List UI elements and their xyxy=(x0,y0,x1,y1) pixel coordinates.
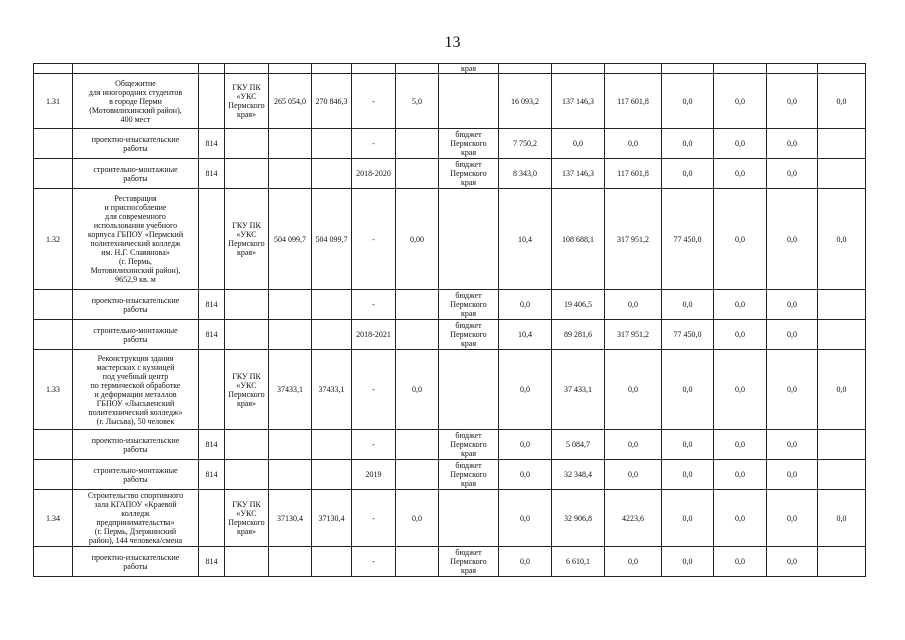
cell-v5: 0,0 xyxy=(714,490,767,547)
cell-period: - xyxy=(352,129,396,159)
cell-v6: 0,0 xyxy=(767,129,818,159)
cell-v4: 0,0 xyxy=(662,129,714,159)
cell-code: 814 xyxy=(199,129,225,159)
cell-v2: 32 906,8 xyxy=(552,490,605,547)
cell-source xyxy=(439,350,499,430)
cell-v7 xyxy=(818,159,866,189)
table-row xyxy=(34,490,866,547)
cell-source xyxy=(439,490,499,547)
cell-v4: 0,0 xyxy=(662,490,714,547)
cell-v1: 8 343,0 xyxy=(499,159,552,189)
cell-code xyxy=(199,490,225,547)
cell-name: проектно-изыскательские работы xyxy=(73,129,199,159)
cell-v4: 77 450,0 xyxy=(662,320,714,350)
cell-num xyxy=(34,320,73,350)
cell-cost2 xyxy=(312,430,352,460)
cell-cost1 xyxy=(269,430,312,460)
cell-executor xyxy=(225,159,269,189)
cell-period: 2018-2021 xyxy=(352,320,396,350)
cell-capacity xyxy=(396,159,439,189)
cell-v3: 0,0 xyxy=(605,547,662,577)
cell-v7: 0,0 xyxy=(818,490,866,547)
cell-capacity xyxy=(396,129,439,159)
cell-source: бюджет Пермского края xyxy=(439,159,499,189)
cell-executor: ГКУ ПК «УКС Пермского края» xyxy=(225,490,269,547)
cell-name: Строительство спортивного зала КГАПОУ «Краевой колледж предпринимательства» (г. Пермь, Дзержинский район), 144 человека/смена xyxy=(73,490,199,547)
cell-v5: 0,0 xyxy=(714,189,767,290)
cell-v5: 0,0 xyxy=(714,320,767,350)
cell-code: 814 xyxy=(199,159,225,189)
cell-period: - xyxy=(352,74,396,129)
cell-v4: 77 450,0 xyxy=(662,189,714,290)
table-row xyxy=(34,430,866,460)
cell-cost2 xyxy=(312,290,352,320)
cell-v5: 0,0 xyxy=(714,159,767,189)
cell-period: - xyxy=(352,189,396,290)
cell-code xyxy=(199,350,225,430)
cell-source: бюджет Пермского края xyxy=(439,430,499,460)
cell-v2: 108 688,1 xyxy=(552,189,605,290)
cell-cost1: 37433,1 xyxy=(269,350,312,430)
cell-v4: 0,0 xyxy=(662,159,714,189)
cell-v1: 16 093,2 xyxy=(499,74,552,129)
cell-executor xyxy=(225,430,269,460)
cell-v7 xyxy=(818,460,866,490)
cell-name: Общежитие для иногородних студентов в городе Перми (Мотовилихинский район), 400 мест xyxy=(73,74,199,129)
cell-num xyxy=(34,159,73,189)
cell-v4: 0,0 xyxy=(662,290,714,320)
cell-name: строительно-монтажные работы xyxy=(73,320,199,350)
budget-table xyxy=(33,63,866,577)
cell-executor xyxy=(225,547,269,577)
cell-cost2: 504 099,7 xyxy=(312,189,352,290)
cell-v5: 0,0 xyxy=(714,290,767,320)
cell-capacity xyxy=(396,290,439,320)
cell-name: проектно-изыскательские работы xyxy=(73,547,199,577)
cell-num: 1.33 xyxy=(34,350,73,430)
cell-executor xyxy=(225,320,269,350)
table-row xyxy=(34,320,866,350)
cell-v7 xyxy=(818,430,866,460)
cell-v1: 0,0 xyxy=(499,490,552,547)
cell-v2: 137 146,3 xyxy=(552,74,605,129)
cell-v2: 6 610,1 xyxy=(552,547,605,577)
cell-period: - xyxy=(352,290,396,320)
cell-v2: 0,0 xyxy=(552,129,605,159)
cell-v1: 10,4 xyxy=(499,189,552,290)
cell-v5: 0,0 xyxy=(714,430,767,460)
cell-v1: 10,4 xyxy=(499,320,552,350)
cell-v5: 0,0 xyxy=(714,460,767,490)
cell-v3: 0,0 xyxy=(605,129,662,159)
cell-name: проектно-изыскательские работы xyxy=(73,290,199,320)
cell-executor xyxy=(225,460,269,490)
cell-executor xyxy=(225,129,269,159)
table-row xyxy=(34,159,866,189)
cell-cost1: 265 054,0 xyxy=(269,74,312,129)
cell-code: 814 xyxy=(199,547,225,577)
cell-v6: 0,0 xyxy=(767,547,818,577)
cell-cost1 xyxy=(269,159,312,189)
cell-v5: 0,0 xyxy=(714,74,767,129)
table-row xyxy=(34,460,866,490)
cell-v7: 0,0 xyxy=(818,350,866,430)
cell-num xyxy=(34,129,73,159)
cell-capacity xyxy=(396,430,439,460)
cell-capacity: 5,0 xyxy=(396,74,439,129)
cell-cost2 xyxy=(312,129,352,159)
cell-capacity: 0,0 xyxy=(396,350,439,430)
cell-cost1: 504 099,7 xyxy=(269,189,312,290)
cell-cost1: 37130,4 xyxy=(269,490,312,547)
cell-v1: 0,0 xyxy=(499,290,552,320)
cell-source: бюджет Пермского края xyxy=(439,129,499,159)
cell-cost2: 37433,1 xyxy=(312,350,352,430)
cell-capacity xyxy=(396,547,439,577)
cell-v2: 37 433,1 xyxy=(552,350,605,430)
cell-v7 xyxy=(818,129,866,159)
cell-code xyxy=(199,74,225,129)
cell-capacity: 0,0 xyxy=(396,490,439,547)
cell-v6: 0,0 xyxy=(767,74,818,129)
table-row-continuation xyxy=(34,64,866,74)
cell-capacity xyxy=(396,320,439,350)
cell-code: 814 xyxy=(199,320,225,350)
cell-v2: 89 281,6 xyxy=(552,320,605,350)
cell-v7: 0,0 xyxy=(818,189,866,290)
table-row xyxy=(34,350,866,430)
cell-v3: 0,0 xyxy=(605,350,662,430)
cell-period: - xyxy=(352,430,396,460)
cell-v5: 0,0 xyxy=(714,129,767,159)
cell-v7: 0,0 xyxy=(818,74,866,129)
cell-code: 814 xyxy=(199,290,225,320)
cell-v1: 0,0 xyxy=(499,430,552,460)
cell-v3: 0,0 xyxy=(605,290,662,320)
cell-v1: 0,0 xyxy=(499,547,552,577)
cell-code xyxy=(199,189,225,290)
cell-v6: 0,0 xyxy=(767,490,818,547)
cell-v2: 32 348,4 xyxy=(552,460,605,490)
cell-v6: 0,0 xyxy=(767,460,818,490)
cell-name: Реставрация и приспособление для современного использования учебного корпуса ГБПОУ «Пермский политехнический колледж им. Н.Г. Славянова» (г. Пермь, Мотовилихинский район), 9652,9 кв. м xyxy=(73,189,199,290)
cell-v5: 0,0 xyxy=(714,350,767,430)
cell-source xyxy=(439,189,499,290)
cell-num xyxy=(34,460,73,490)
cell-v3: 117 601,8 xyxy=(605,74,662,129)
table-row xyxy=(34,189,866,290)
cell-v3: 0,0 xyxy=(605,430,662,460)
cell-v3: 117 601,8 xyxy=(605,159,662,189)
cell-cost2 xyxy=(312,320,352,350)
cell-cost1 xyxy=(269,129,312,159)
cell-v3: 0,0 xyxy=(605,460,662,490)
cell-code: 814 xyxy=(199,460,225,490)
cell-v6: 0,0 xyxy=(767,320,818,350)
cell-period: - xyxy=(352,350,396,430)
cell-cost2: 270 846,3 xyxy=(312,74,352,129)
cell-capacity: 0,00 xyxy=(396,189,439,290)
cell-v1: 0,0 xyxy=(499,460,552,490)
cell-num: 1.31 xyxy=(34,74,73,129)
cell-cost1 xyxy=(269,460,312,490)
cell-v4: 0,0 xyxy=(662,547,714,577)
cell-source: бюджет Пермского края xyxy=(439,547,499,577)
cell-cost2 xyxy=(312,460,352,490)
cell-v2: 137 146,3 xyxy=(552,159,605,189)
cell-v6: 0,0 xyxy=(767,290,818,320)
cell-v6: 0,0 xyxy=(767,350,818,430)
cell-cost1 xyxy=(269,320,312,350)
cell-num xyxy=(34,547,73,577)
cell-name: проектно-изыскательские работы xyxy=(73,430,199,460)
cell-v6: 0,0 xyxy=(767,159,818,189)
cell-v5: 0,0 xyxy=(714,547,767,577)
cell-v4: 0,0 xyxy=(662,460,714,490)
cell-v1: 0,0 xyxy=(499,350,552,430)
cell-cost2: 37130,4 xyxy=(312,490,352,547)
table-body xyxy=(34,64,866,577)
cell-period: 2019 xyxy=(352,460,396,490)
cell-capacity xyxy=(396,460,439,490)
cell-executor: ГКУ ПК «УКС Пермского края» xyxy=(225,74,269,129)
cell-period: - xyxy=(352,547,396,577)
cell-num: 1.34 xyxy=(34,490,73,547)
table-row xyxy=(34,547,866,577)
cell-v7 xyxy=(818,547,866,577)
cell-cost2 xyxy=(312,547,352,577)
cell-v7 xyxy=(818,290,866,320)
cell-v3: 317 951,2 xyxy=(605,189,662,290)
cell-num xyxy=(34,430,73,460)
cell-v2: 5 084,7 xyxy=(552,430,605,460)
cell-name: строительно-монтажные работы xyxy=(73,159,199,189)
table-row xyxy=(34,129,866,159)
cell-v3: 4223,6 xyxy=(605,490,662,547)
cell-v4: 0,0 xyxy=(662,350,714,430)
cell-executor: ГКУ ПК «УКС Пермского края» xyxy=(225,350,269,430)
cell-executor: ГКУ ПК «УКС Пермского края» xyxy=(225,189,269,290)
cell-source: бюджет Пермского края xyxy=(439,320,499,350)
cell-v6: 0,0 xyxy=(767,189,818,290)
cell-source: бюджет Пермского края xyxy=(439,460,499,490)
cell-source: края xyxy=(439,64,499,74)
cell-name: строительно-монтажные работы xyxy=(73,460,199,490)
table-row xyxy=(34,74,866,129)
cell-executor xyxy=(225,290,269,320)
cell-name: Реконструкция здания мастерских с кузницей под учебный центр по термической обработке и деформации металлов ГБПОУ «Лысьвенский политехнический колледж» (г. Лысьва), 50 человек xyxy=(73,350,199,430)
cell-cost1 xyxy=(269,290,312,320)
cell-cost2 xyxy=(312,159,352,189)
cell-cost1 xyxy=(269,547,312,577)
cell-source: бюджет Пермского края xyxy=(439,290,499,320)
cell-v7 xyxy=(818,320,866,350)
cell-period: 2018-2020 xyxy=(352,159,396,189)
cell-num xyxy=(34,290,73,320)
cell-source xyxy=(439,74,499,129)
cell-v3: 317 951,2 xyxy=(605,320,662,350)
cell-code: 814 xyxy=(199,430,225,460)
cell-period: - xyxy=(352,490,396,547)
table-row xyxy=(34,290,866,320)
cell-num: 1.32 xyxy=(34,189,73,290)
cell-v4: 0,0 xyxy=(662,74,714,129)
cell-v2: 19 406,5 xyxy=(552,290,605,320)
page-number: 13 xyxy=(444,34,461,51)
cell-v1: 7 750,2 xyxy=(499,129,552,159)
cell-v4: 0,0 xyxy=(662,430,714,460)
cell-v6: 0,0 xyxy=(767,430,818,460)
